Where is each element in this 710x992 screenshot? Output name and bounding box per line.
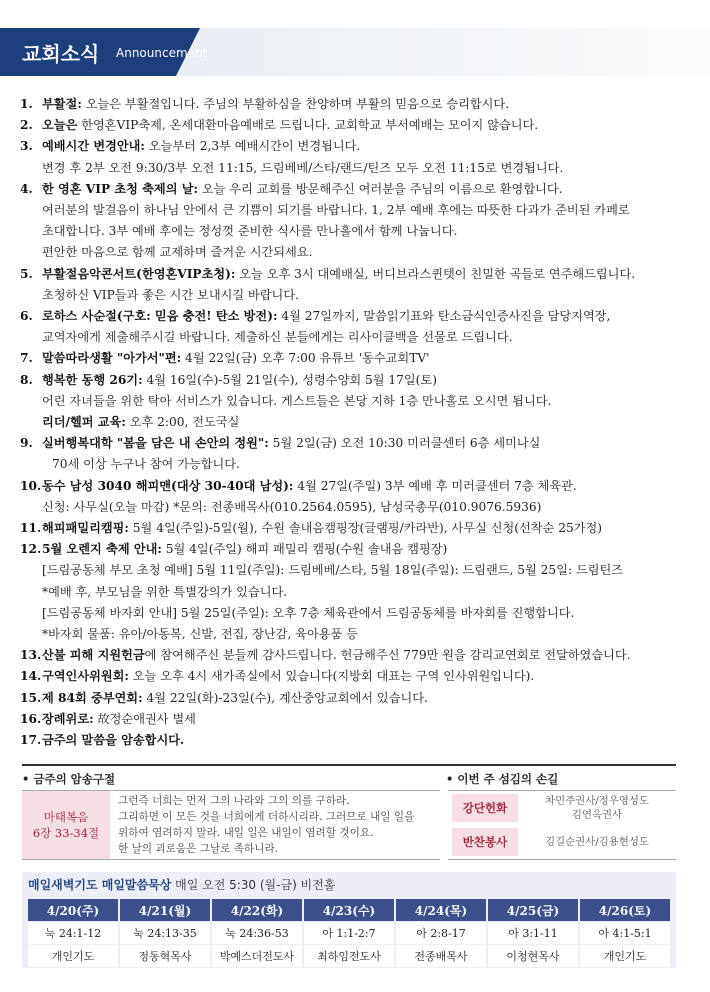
service-name: 김길순권사/김용현성도 [545,836,649,848]
item-text [42,348,429,369]
announcement-list [20,94,700,751]
memory-verse-heading: • 금주의 암송구절 [22,772,116,786]
item-text [42,179,563,200]
item-number: 17. [20,733,42,748]
item-body: 4월 27일(주일) 3부 예배 후 미러클센터 7층 체육관. [293,478,577,493]
item-text [42,306,610,327]
item-text [42,94,509,115]
item-text [42,666,534,687]
passage-cell: 눅 24:1-12 [28,922,118,944]
item-heading: 행복한 동행 26기: [42,372,143,387]
item-number: 10. [20,478,42,493]
item-continuation: 신청: 사무실(오늘 마감) *문의: 전종배목사(010.2564.0595), 남성국총무(010.9076.5936) [42,499,542,514]
service-name: 차민주권사/정우영성도 [545,795,649,807]
announcement-item [20,370,700,391]
leader-cell: 이청현목사 [488,945,578,967]
item-text [42,645,631,666]
leader-cell: 개인기도 [580,945,670,967]
announcement-item [20,264,700,285]
table-row [28,945,670,967]
item-number: 9. [20,436,33,451]
item-number: 4. [20,181,33,196]
service-role: 반찬봉사 [452,828,518,856]
item-body: 오늘부터 2,3부 예배시간이 변경됩니다. [144,139,361,154]
day-header: 4/22(화) [212,899,302,921]
item-heading: 오늘은 [42,118,78,133]
announcement-item [20,306,700,327]
day-header: 4/25(금) [488,899,578,921]
item-heading: 로하스 사순절(구호: 믿음 충전! 탄소 방전): [42,309,278,324]
item-number: 7. [20,351,33,366]
item-continuation: 교역자에게 제출해주시길 바랍니다. 제출하신 분들에게는 리사이클백을 선물로 드립니다. [42,330,513,345]
item-continuation: *예배 후, 부모님을 위한 특별강의가 있습니다. [42,584,288,599]
verse-line: 그런즉 너희는 먼저 그의 나라와 그의 의를 구하라. [118,795,350,807]
service-row [448,825,676,859]
item-body: 오늘은 부활절입니다. 주님의 부활하심을 찬양하며 부활의 믿음으로 승리합시다. [81,97,510,111]
dawn-prayer-box [22,872,676,968]
item-heading: 해피패밀리캠핑: [42,521,129,536]
item-text [42,730,184,751]
verse-line: 그리하면 이 모든 것을 너희에게 더하시리라. 그러므로 내일 일을 [118,811,415,823]
service-role: 강단헌화 [452,794,518,822]
item-text [42,476,577,497]
verse-reference [22,791,110,859]
leader-cell: 최하임전도사 [304,945,394,967]
item-body: 4월 22일(화)-23일(수), 계산중앙교회에서 있습니다. [142,690,428,705]
item-number: 11. [20,521,42,536]
item-continuation [20,412,700,433]
announcement-item [20,94,700,115]
day-header: 4/24(목) [396,899,486,921]
item-continuation: *바자회 물품: 유아/아동복, 신발, 전집, 장난감, 육아용품 등 [42,627,358,642]
announcement-item [20,136,700,157]
passage-cell: 눅 24:36-53 [212,922,302,944]
page-title: 교회소식 [22,42,100,66]
item-body: 오늘 우리 교회를 방문해주신 여러분을 주님의 이름으로 환영합니다. [198,181,563,196]
verse-line: 위하여 염려하지 말라. 내일 일은 내일이 염려할 것이요. [118,827,374,839]
item-text [42,433,540,454]
announcement-item [20,730,700,751]
item-continuation: 70세 이상 누구나 참여 가능합니다. [52,457,240,472]
announcement-item [20,433,700,454]
day-header: 4/21(월) [120,899,210,921]
item-text [42,115,538,136]
passage-cell: 아 4:1-5:1 [580,922,670,944]
leader-cell: 박예스더전도사 [212,945,302,967]
item-body: 故정순애권사 별세 [93,711,196,726]
item-number: 6. [20,309,33,324]
item-continuation: [드림공동체 바자회 안내] 5월 25일(주일): 오후 7층 체육관에서 드림공동체를 바자회를 진행합니다. [42,605,575,620]
item-heading: 장례위로: [42,711,94,726]
item-text [42,518,602,539]
service-name: 김연옥권사 [571,809,623,821]
item-number: 5. [20,266,33,281]
announcement-item [20,476,700,497]
memory-verse-box [22,790,440,860]
leader-cell: 정동혁목사 [120,945,210,967]
item-body: 오늘 오후 3시 대예배실, 버디브라스퀸텟이 친밀한 곡들로 연주해드립니다. [235,266,636,281]
item-heading: 동수 남성 3040 해피맨(대상 30-40대 남성): [42,478,294,493]
announcement-item [20,645,700,666]
verse-chapter: 6장 33-34절 [32,826,100,840]
announcement-item [20,709,700,730]
item-body: 5월 4일(주일) 해피 패밀리 캠핑(수원 솔내음 캠핑장) [161,542,448,557]
item-continuation: 어린 자녀들을 위한 탁아 서비스가 있습니다. 게스트들은 본당 지하 1층 만나홀로 오시면 됩니다. [42,393,552,408]
announcement-item [20,179,700,200]
item-text [42,136,360,157]
page-subtitle: Announcement [116,46,208,60]
item-body: 한영혼VIP축제, 온세대환마음예배로 드립니다. 교회학교 부서예배는 모이지 않습니다. [77,118,539,133]
item-continuation: 초청하신 VIP들과 좋은 시간 보내시길 바랍니다. [42,287,299,302]
table-row [28,922,670,944]
table-header-row [28,899,670,921]
section-divider [22,764,676,766]
item-number: 1. [20,97,33,111]
item-text [42,709,196,730]
item-body: 5월 4일(주일)-5일(월), 수원 솔내음캠핑장(글램핑/카라반), 사무실 신청(선착순 25가정) [128,521,603,536]
item-heading: 산불 피해 지원헌금 [42,648,145,663]
item-heading: 부활절음악콘서트(한영혼VIP초청): [42,266,236,281]
item-heading: 말씀따라생활 "아가서"편: [42,351,182,366]
dawn-schedule-table [26,898,672,968]
item-heading: 예배시간 변경안내: [42,139,145,154]
dawn-time: 매일 오전 5:30 (월-금) 비전홀 [171,878,336,892]
item-heading: 금주의 말씀을 암송합시다. [42,733,185,748]
item-body: 오늘 오후 4시 새가족실에서 있습니다(지방회 대표는 구역 인사위원입니다). [128,669,535,684]
verse-text [118,793,438,857]
service-row [448,791,676,825]
announcement-item [20,115,700,136]
item-heading: 구역인사위원회: [42,669,129,684]
dawn-title-bold: 매일새벽기도 매일말씀묵상 [28,878,172,892]
item-number: 15. [20,690,42,705]
day-header: 4/23(수) [304,899,394,921]
item-subheading: 리더/헬퍼 교육: [42,415,126,430]
dawn-prayer-title [28,876,335,893]
item-subtext: 오후 2:00, 전도국실 [125,415,240,430]
day-header: 4/26(토) [580,899,670,921]
item-body: 4월 16일(수)-5월 21일(수), 성령수양회 5월 17일(토) [142,372,437,387]
item-body: 4월 22일(금) 오후 7:00 유튜브 '동수교회TV' [181,351,430,366]
leader-cell: 전종배목사 [396,945,486,967]
header [0,0,710,78]
item-continuation: 여러분의 발걸음이 하나님 안에서 큰 기쁨이 되기를 바랍니다. 1, 2부 예배 후에는 따뜻한 다과가 준비된 카페로 [42,203,630,218]
item-number: 2. [20,118,33,133]
item-number: 14. [20,669,42,684]
service-names [518,794,676,822]
item-text [42,370,437,391]
item-number: 3. [20,139,33,154]
passage-cell: 아 2:8-17 [396,922,486,944]
item-text [42,539,447,560]
leader-cell: 개인기도 [28,945,118,967]
item-heading: 실버행복대학 "봄을 담은 내 손안의 정원": [42,436,269,451]
passage-cell: 아 1:1-2:7 [304,922,394,944]
item-continuation: 변경 후 2부 오전 9:30/3부 오전 11:15, 드림베베/스타/랜드/틴즈 모두 오전 11:15로 변경됩니다. [42,160,564,175]
item-text [42,264,635,285]
announcement-item [20,518,700,539]
verse-book: 마태복음 [43,810,89,824]
day-header: 4/20(주) [28,899,118,921]
item-body: 4월 27일까지, 말씀읽기표와 탄소금식인증사진을 담당지역장, [277,309,611,324]
item-number: 8. [20,372,33,387]
item-text [42,688,428,709]
verse-line: 한 날의 괴로움은 그날로 족하니라. [118,843,279,855]
item-body: 5월 2일(금) 오전 10:30 미러클센터 6층 세미나실 [268,436,541,451]
item-number: 16. [20,711,42,726]
passage-cell: 눅 24:13-35 [120,922,210,944]
service-box [448,790,676,860]
item-continuation: [드림공동체 부모 초청 예배] 5월 11일(주일): 드림베베/스타, 5월 18일(주일): 드림랜드, 5월 25일: 드림틴즈 [42,563,624,578]
item-heading: 한 영혼 VIP 초청 축제의 날: [42,181,198,196]
service-names [518,835,676,849]
item-body: 에 참여해주신 분들께 감사드립니다. 헌금해주신 779만 원을 감리교연회로 전달하였습니다. [144,648,631,663]
item-heading: 제 84회 중부연회: [42,690,143,705]
announcement-item [20,539,700,560]
announcement-item [20,688,700,709]
announcement-item [20,348,700,369]
item-heading: 부활절: [42,97,82,111]
item-continuation: 초대합니다. 3부 예배 후에는 정성껏 준비한 식사를 만나홀에서 함께 나눕니다. [42,224,458,239]
service-heading: • 이번 주 섬김의 손길 [446,772,559,786]
passage-cell: 아 3:1-11 [488,922,578,944]
item-heading: 5월 오렌지 축제 안내: [42,542,162,557]
announcement-item [20,666,700,687]
item-number: 13. [20,648,42,663]
item-continuation: 편안한 마음으로 함께 교제하며 즐거운 시간되세요. [42,245,313,260]
item-number: 12. [20,542,42,557]
